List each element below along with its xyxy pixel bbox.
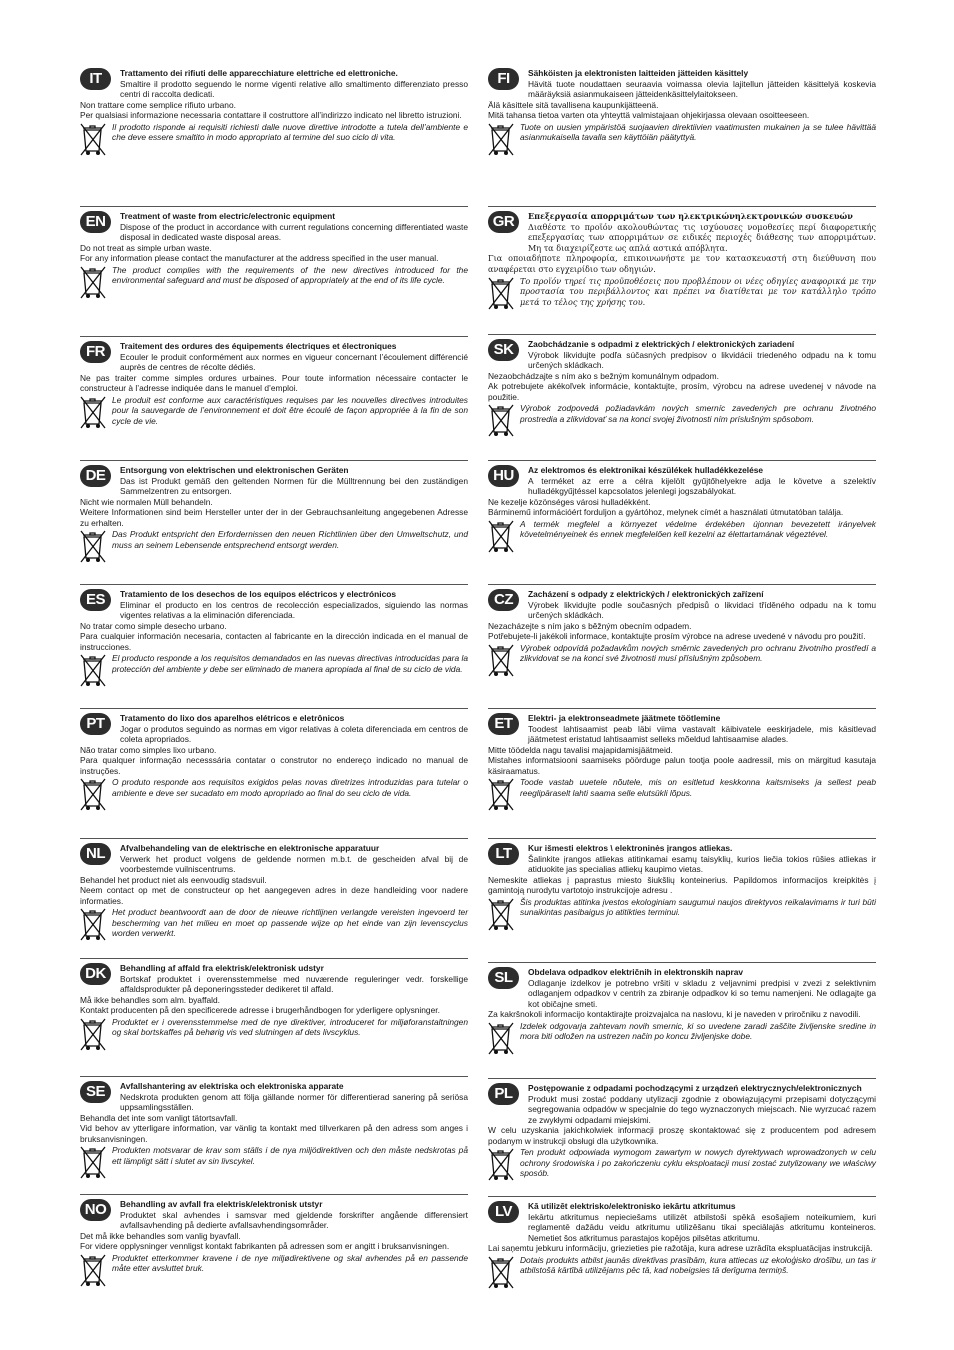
body-paragraph: Älä käsittele sitä tavallisena kaupunkijätteenä.	[488, 99, 659, 110]
section-intro: Hävitä tuote noudattaen seuraavia voimassa olevia lajitellun jätteiden käsittelyä koskevia määräyksiä asianmukaiseen jätteidenkäsittelylaitokseen.	[528, 78, 876, 99]
crossed-out-wheelie-bin-icon	[488, 1021, 514, 1057]
language-badge: LT	[488, 843, 519, 865]
body-paragraph: Ak potrebujete akékoľvek informácie, kontaktujte, prosím, výrobcu na adrese uvedenej v návode na použitie.	[488, 381, 876, 402]
note-text: Šis produktas atitinka įvestos ekologiniam saugumui naujos direktyvos reikalavimams ir turi būti sunaikintas pasibaigus jo atitikties terminui.	[520, 896, 876, 917]
section-intro: Odlaganje izdelkov je potrebno vršiti v skladu z veljavnimi predpisi v zvezi z selektivnim odlaganjem odpadkov v centrih za zbiranje odpadkov ki so temu namenjeni. Ne odlagajte ga kot običajne smeti.	[528, 977, 876, 1009]
left-column	[80, 64, 468, 1304]
crossed-out-wheelie-bin-icon	[80, 653, 106, 689]
crossed-out-wheelie-bin-icon	[488, 519, 514, 555]
note-text: Produktet er i overensstemmelse med de nye direktiver, introduceret for miljøforanstaltningen og skal bortskaffes på behørig vis ved slutningen af dets livscyklus.	[112, 1016, 468, 1037]
section-heading: Επεξεργασία απορριμάτων των ηλεκτρικώνηλεκτρονικών συσκευών	[528, 211, 853, 221]
section-heading: Sähköisten ja elektronisten laitteiden jätteiden käsittely	[528, 68, 749, 78]
body-paragraph: Não tratar como simples lixo urbano.	[80, 744, 217, 755]
language-section-gr	[488, 206, 876, 334]
body-paragraph: Do not treat as simple urban waste.	[80, 242, 212, 253]
note-text: El producto responde a los requisitos demandados en las nuevas directivas introducidas para la protección del ambiente y debe ser eliminado de manera apropiada al final de su ciclo de vida.	[112, 653, 468, 674]
crossed-out-wheelie-bin-icon	[488, 777, 514, 813]
section-heading: Afvalbehandeling van de elektrische en elektronische apparatuur	[120, 843, 380, 853]
environment-note	[488, 122, 876, 158]
section-heading: Entsorgung von elektrischen und elektronischen Geräten	[120, 465, 349, 475]
environment-note	[80, 395, 468, 431]
crossed-out-wheelie-bin-icon	[488, 1255, 514, 1291]
section-heading: Trattamento dei rifiuti delle apparecchiature elettriche ed elettroniche.	[120, 68, 398, 78]
section-body	[80, 243, 468, 264]
section-heading: Kur išmesti elektros \ elektroninės įrangos atliekas.	[528, 843, 733, 853]
section-heading: Tratamiento de los desechos de los equipos eléctricos y electrónicos	[120, 589, 397, 599]
right-column	[488, 64, 876, 1306]
crossed-out-wheelie-bin-icon	[80, 395, 106, 431]
crossed-out-wheelie-bin-icon	[488, 897, 514, 933]
language-badge: NL	[80, 843, 111, 865]
section-body	[488, 1125, 876, 1146]
note-text: The product complies with the requirements of the new directives introduced for the environmental safeguard and must be disposed of appropriately at the end of its life cycle.	[112, 264, 468, 285]
language-section-en	[80, 206, 468, 336]
section-body	[80, 875, 468, 907]
note-text: O produto responde aos requisitos exigidos pelas novas diretrizes introduzidas para tutelar o ambiente e deve ser sucadato em modo apropriado ao final do seu ciclo de vida.	[112, 777, 468, 798]
body-paragraph: Ne pas traiter comme simples ordures urbaines. Pour toute information nécessaire contacter le constructeur à l’adresse indiquée dans le manuel d’emploi.	[80, 372, 468, 393]
section-heading: Traitement des ordures des équipements électriques et électroniques	[120, 341, 397, 351]
section-body	[80, 745, 468, 777]
section-heading: Treatment of waste from electric/electronic equipment	[120, 211, 336, 221]
crossed-out-wheelie-bin-icon	[80, 529, 106, 565]
environment-note	[80, 122, 468, 158]
body-paragraph: Nezaobchádzajte s ním ako s bežným komunálnym odpadom.	[488, 370, 719, 381]
language-badge: DK	[80, 963, 111, 985]
language-badge: FI	[488, 68, 519, 90]
body-paragraph: Lai saņemtu jebkuru informāciju, griezieties pie ražotāja, kura adrese uzrādīta ekspluatācijas instrukcijā.	[488, 1243, 873, 1253]
language-badge: SK	[488, 339, 519, 361]
section-body	[488, 497, 876, 518]
body-paragraph: Behandla det inte som vanligt tätortsavfall.	[80, 1112, 238, 1123]
section-heading: Zacházení s odpady z elektrických / elektronických zařízení	[528, 589, 764, 599]
language-badge: EN	[80, 211, 111, 233]
environment-note	[80, 1017, 468, 1053]
language-section-dk	[80, 958, 468, 1076]
section-intro: Produktet skal avhendes i samsvar med gjeldende forskrifter angående differensiert avfallsavhending på dedierte avfallsavhendingsområder.	[120, 1209, 468, 1230]
environment-note	[488, 643, 876, 679]
language-section-es	[80, 584, 468, 708]
section-intro: Ecouler le produit conformément aux normes en vigueur concernant l’écoulement différencié auprès de centres de récolte dédiés.	[120, 351, 468, 372]
language-badge: ES	[80, 589, 111, 611]
crossed-out-wheelie-bin-icon	[80, 777, 106, 813]
body-paragraph: For any information please contact the manufacturer at the address specified in the user manual.	[80, 253, 439, 263]
body-paragraph: Behandel het product niet als eenvoudig stadsvuil.	[80, 874, 267, 885]
language-badge: FR	[80, 341, 111, 363]
environment-note	[488, 1255, 876, 1291]
body-paragraph: W celu uzyskania jakichkolwiek informacji proszę skontaktować się z producentem pod adresem podanym w instrukcji obsługi dla użytkownika.	[488, 1125, 876, 1146]
environment-note	[80, 529, 468, 565]
section-body	[80, 1231, 468, 1252]
note-text: A termék megfelel a környezet védelme érdekében újonnan bevezetett irányelvek követelményeinek és ennek megfelelően kell kezelni az élettartamának végeztével.	[520, 518, 876, 539]
environment-note	[488, 777, 876, 813]
crossed-out-wheelie-bin-icon	[80, 265, 106, 301]
body-paragraph: Potřebujete-li jakékoli informace, kontaktujte prosím výrobce na adrese uvedené v návodu pro použití.	[488, 631, 866, 641]
language-section-et	[488, 708, 876, 838]
crossed-out-wheelie-bin-icon	[488, 403, 514, 439]
section-body	[488, 621, 876, 642]
crossed-out-wheelie-bin-icon	[80, 1145, 106, 1181]
section-body	[80, 621, 468, 653]
crossed-out-wheelie-bin-icon	[80, 907, 106, 943]
section-heading: Obdelava odpadkov električnih in elektronskih naprav	[528, 967, 744, 977]
language-badge: CZ	[488, 589, 519, 611]
language-section-nl	[80, 838, 468, 958]
section-heading: Elektri- ja elektronseadmete jäätmete töötlemine	[528, 713, 721, 723]
note-text: Výrobok zodpovedá požiadavkám nových smerníc zavedených pre ochranu životného prostredia a zlikvidovať sa na konci svojej životnosti ním príslušným spôsobom.	[520, 403, 876, 424]
section-heading: Behandling af affald fra elektrisk/elektronisk udstyr	[120, 963, 324, 973]
note-text: Il prodotto risponde ai requisiti richiesti dalle nuove direttive introdotte a tutela dell’ambiente e che deve essere smaltito in modo appropriato al termine del suo ciclo di vita.	[112, 121, 468, 142]
language-section-lv	[488, 1196, 876, 1306]
section-heading: Kā utilizēt elektrisko/elektronisko iekārtu atkritumus	[528, 1201, 736, 1211]
environment-note	[488, 897, 876, 933]
note-text: Výrobek odpovídá požadavkům nových směrnic zavedených pro ochranu životního prostředí a zlikvidovat se na konci své životnosti musí příslušným způsobem.	[520, 642, 876, 663]
environment-note	[80, 265, 468, 301]
section-intro: A terméket az erre a célra kijelölt gyűjtőhelyekre adja le követve a szelektív hulladékgyűjtéssel kapcsolatos jelenlegi jogszabályokat.	[528, 475, 876, 496]
section-intro: Toodest lahtisaamist peab läbi viima vastavalt käibivatele eeskirjadele, mis käsitlevad jäätmetest eristatud lahtisaamist selleks mõeldud lahtisaamise alades.	[528, 723, 876, 744]
language-badge: HU	[488, 465, 519, 487]
note-text: Ten produkt odpowiada wymogom zawartym w nowych dyrektywach wprowadzonych w celu ochrony środowiska i po zakończeniu cyklu eksploatacji musi zostać zutylizowany we właściwy sposób.	[520, 1147, 876, 1178]
section-body	[488, 100, 876, 121]
language-badge: LV	[488, 1201, 519, 1223]
section-body	[80, 1113, 468, 1145]
language-section-it	[80, 64, 468, 206]
section-intro: Dispose of the product in accordance with current regulations concerning differentiated waste disposal in dedicated waste disposal areas.	[120, 221, 468, 242]
note-text: Produkten motsvarar de krav som ställs i de nya miljödirektiven och den måste nedskrotas på ett lämpligt sätt i slutet av sin livscykel.	[112, 1145, 468, 1166]
body-paragraph: Para cualquier información necesaria, contacten al fabricante en la dirección indicada en el manual de instrucciones.	[80, 631, 468, 652]
environment-note	[80, 1145, 468, 1181]
body-paragraph: Det må ikke behandles som vanlig byavfall.	[80, 1230, 241, 1241]
note-text: Tuote on uusien ympäristöä suojaavien direktiivien vaatimusten mukainen ja se tulee hävittää asianmukaisella tavalla sen käyttöiän päätyttyä.	[520, 121, 876, 142]
body-paragraph: Para qualquer informação necesssária contatar o construtor no endereço indicado no manual de instruções.	[80, 755, 468, 776]
language-section-de	[80, 460, 468, 584]
language-section-cz	[488, 584, 876, 708]
language-section-pl	[488, 1078, 876, 1196]
crossed-out-wheelie-bin-icon	[488, 122, 514, 158]
body-paragraph: Mitä tahansa tietoa varten ota yhteyttä valmistajaan ohjekirjassa olevaan osoitteeseen.	[488, 110, 810, 120]
body-paragraph: Bárminemű információért forduljon a gyártóhoz, melynek címét a használati útmutatóban találja.	[488, 507, 844, 517]
section-intro: Iekārtu atkritumus nepieciešams utilizēt atbilstoši spēkā esošajiem noteikumiem, kuri reglamentē dažādu veidu atkritumu utilizēšanu tikai speciālajās atkritumu konteineros. Nemetiet šos atkritumus parastajos kopējos pilsētas atkritumu.	[528, 1211, 876, 1243]
language-section-se	[80, 1076, 468, 1194]
note-text: Toode vastab uuetele nõutele, mis on esitletud keskkonna kaitsmiseks ja sellest peab reeglipäraselt lahti saama selle elutsükli lõpus.	[520, 777, 876, 798]
environment-note	[488, 519, 876, 555]
section-body	[488, 371, 876, 403]
section-intro: Smaltire il prodotto seguendo le norme vigenti relative allo smaltimento differenziato presso centri di raccolta dedicati.	[120, 78, 468, 99]
language-section-fi	[488, 64, 876, 206]
body-paragraph: Weitere Informationen sind beim Hersteller unter der in der Gebrauchsanleitung angegebenen Adresse zu erhalten.	[80, 507, 468, 528]
environment-note	[488, 1021, 876, 1057]
body-paragraph: Mistahes informatsiooni saamiseks pöörduge palun tootja poole aadressil, mis on märgitud kasutaja käsiraamatus.	[488, 755, 876, 776]
crossed-out-wheelie-bin-icon	[488, 643, 514, 679]
note-text: Το προϊόν τηρεί τις προϋποθέσεις που προβλέπουν οι νέες οδηγίες αναφορικά με την προστασία του περιβάλλοντος και πρέπει να διατίθεται με τον κατάλληλο τρόπο μετά το τέλος της χρήσης του.	[520, 275, 876, 307]
body-paragraph: Za kakršnokoli informacijo kontaktirajte proizvajalca na naslovu, ki je naveden v priročniku z navodili.	[488, 1009, 861, 1019]
section-intro: Bortskaf produktet i overensstemmelse med nuværende reguleringer vedr. forskellige affaldsprodukter på deponeringssteder dedikeret til affald.	[120, 973, 468, 994]
section-intro: Produkt musi zostać poddany utylizacji zgodnie z obowiązującymi przepisami dotyczącymi segregowania odpadów w specjalnie do tego wyznaczonych miejscach. Nie wyrzucać razem ze zwykłymi odpadami miejskimi.	[528, 1093, 876, 1125]
language-badge: PT	[80, 713, 111, 735]
section-heading: Behandling av avfall fra elektrisk/elektronisk utstyr	[120, 1199, 323, 1209]
language-section-hu	[488, 460, 876, 584]
body-paragraph: Neem contact op met de constructeur op het aangegeven adres in deze handleiding voor nadere informaties.	[80, 885, 468, 906]
section-intro: Verwerk het product volgens de geldende normen m.b.t. de gescheiden afval bij de voorbestemde vuilniscentrums.	[120, 853, 468, 874]
section-body	[80, 497, 468, 529]
section-intro: Eliminar el producto en los centros de recolección especializados, siguiendo las normas vigentes relativas a la eliminación diferenciada.	[120, 599, 468, 620]
section-intro: Nedskrota produkten genom att följa gällande normer för differentierad sanering på seriösa uppsamlingsställen.	[120, 1091, 468, 1112]
body-paragraph: Kontakt producenten på den specificerede adresse i brugerhåndbogen for yderligere oplysninger.	[80, 1005, 440, 1015]
body-paragraph: Per qualsiasi informazione necessaria contattare il costruttore all’indirizzo indicato nel libretto istruzioni.	[80, 110, 462, 120]
language-badge: DE	[80, 465, 111, 487]
section-intro: Das ist Produkt gemäß den geltenden Normen für die Mülltrennung bei den zuständigen Sammelzentren zu entsorgen.	[120, 475, 468, 496]
section-heading: Postępowanie z odpadami pochodzącymi z urządzeń elektrycznych/elektronicznych	[528, 1083, 862, 1093]
section-intro: Šalinkite įrangos atliekas atitinkamai esamų taisyklių, kurios liečia tokios rūšies atliekas ir atiduokite jas specialias atliekų kaupimo vietas.	[528, 853, 876, 874]
language-badge: IT	[80, 68, 111, 90]
language-section-no	[80, 1194, 468, 1304]
language-section-fr	[80, 336, 468, 460]
body-paragraph: Mitte töödelda nagu tavalisi majapidamisjäätmeid.	[488, 744, 673, 755]
language-badge: GR	[488, 211, 519, 233]
section-heading: Az elektromos és elektronikai készülékek hulladékkezelése	[528, 465, 764, 475]
note-text: Le produit est conforme aux caractéristiques requises par les nouvelles directives introduites pour la sauvegarde de l’environnement et doit être écoulé de façon appropriée à la fin de son cycle de vie.	[112, 394, 468, 426]
section-body	[488, 745, 876, 777]
body-paragraph: For videre opplysninger vennligst kontakt fabrikanten på adressen som er angitt i bruksanvisningen.	[80, 1241, 450, 1251]
section-heading: Tratamento do lixo dos aparelhos elétricos e eletrônicos	[120, 713, 345, 723]
body-paragraph: Non trattare come semplice rifiuto urbano.	[80, 99, 236, 110]
section-heading: Zaobchádzanie s odpadmi z elektrických / elektronických zariadení	[528, 339, 795, 349]
section-intro: Διαθέστε το προϊόν ακολουθώντας τις ισχύουσες νομοθεσίες περί διαφορετικής επεξεργασίας των απορριμάτων σε ειδικές περιοχές διάθεσης των απορριμάτων. Μη τα διαχειρίζεστε ως απλά αστικά απόβλητα.	[528, 221, 876, 253]
crossed-out-wheelie-bin-icon	[80, 122, 106, 158]
section-body	[488, 1243, 876, 1254]
environment-note	[80, 1253, 468, 1289]
environment-note	[80, 653, 468, 689]
section-intro: Jogar o produtos seguindo as normas em vigor relativas à coleta diferenciada em centros de coleta apropriados.	[120, 723, 468, 744]
body-paragraph: Nicht wie normalen Müll behandeln.	[80, 496, 213, 507]
section-body	[488, 875, 876, 896]
language-section-sk	[488, 334, 876, 460]
environment-note	[80, 907, 468, 943]
language-badge: SE	[80, 1081, 111, 1103]
body-paragraph: Nemeskite atliekas į paprastus miesto šiukšlių konteinerius. Papildomos informacijos kreipkitės į gamintoją nurodytu vartotojo instrukcijoje adresu .	[488, 874, 876, 895]
section-body	[80, 373, 468, 394]
environment-note	[488, 1147, 876, 1183]
crossed-out-wheelie-bin-icon	[80, 1017, 106, 1053]
note-text: Izdelek odgovarja zahtevam novih smernic, ki so uvedene zaradi zaščite življenske sredine in mora biti odložen na ustrezen način po koncu življenjske dobe.	[520, 1020, 876, 1041]
section-body	[80, 995, 468, 1016]
environment-note	[488, 403, 876, 439]
crossed-out-wheelie-bin-icon	[80, 1253, 106, 1289]
note-text: Produktet etterkommer kravene i de nye miljødirektivene og skal avhendes på en passende måte etter avsluttet bruk.	[112, 1252, 468, 1273]
language-section-lt	[488, 838, 876, 962]
crossed-out-wheelie-bin-icon	[488, 276, 514, 312]
language-section-sl	[488, 962, 876, 1078]
language-section-pt	[80, 708, 468, 838]
note-text: Das Produkt entspricht den Erfordernissen den neuen Richtlinien über den Umweltschutz, und muss an seinem Lebensende entsprechend entsorgt werden.	[112, 529, 468, 550]
language-badge: ET	[488, 713, 519, 735]
section-intro: Výrobek likvidujte podle současných předpisů o likvidaci tříděného odpadu na k tomu určených skládkách.	[528, 599, 876, 620]
section-body	[488, 253, 876, 274]
language-badge: NO	[80, 1199, 111, 1221]
body-paragraph: No tratar como simple desecho urbano.	[80, 620, 227, 631]
body-paragraph: Για οποιαδήποτε πληροφορία, επικοινωνήστε με τον κατασκευαστή στη διεύθυνση που αναφέρεται στο εγχειρίδιο των οδηγιών.	[488, 253, 876, 274]
language-badge: PL	[488, 1083, 519, 1105]
note-text: Het product beantwoordt aan de door de nieuwe richtlijnen verlangde vereisten ingevoerd ter bescherming van het milieu en moet op passende wijze op het einde van zijn levenscyclus worden verwerkt.	[112, 907, 468, 938]
language-badge: SL	[488, 967, 519, 989]
body-paragraph: Må ikke behandles som alm. byaffald.	[80, 994, 220, 1005]
section-heading: Avfallshantering av elektriska och elektroniska apparate	[120, 1081, 344, 1091]
body-paragraph: Ne kezelje közönséges városi hulladékként.	[488, 496, 651, 507]
crossed-out-wheelie-bin-icon	[488, 1147, 514, 1183]
section-intro: Výrobok likvidujte podľa súčasných predpisov o likvidácii triedeného odpadu na k tomu určených skládkach.	[528, 349, 876, 370]
body-paragraph: Vid behov av ytterligare information, var vänlig ta kontakt med tillverkaren på den adress som anges i bruksanvisningen.	[80, 1123, 468, 1144]
section-body	[80, 100, 468, 121]
environment-note	[488, 276, 876, 312]
environment-note	[80, 777, 468, 813]
section-body	[488, 1009, 876, 1020]
note-text: Dotais produkts atbilst jaunās direktīvas prasībām, kura attiecas uz ekoloģisko drošību, un tas ir atbilstošā kārtībā utilizējams pēc tā, kad nobeigsies tā derīguma termiņš.	[520, 1254, 876, 1275]
body-paragraph: Nezacházejte s ním jako s běžným obecním odpadem.	[488, 620, 692, 631]
